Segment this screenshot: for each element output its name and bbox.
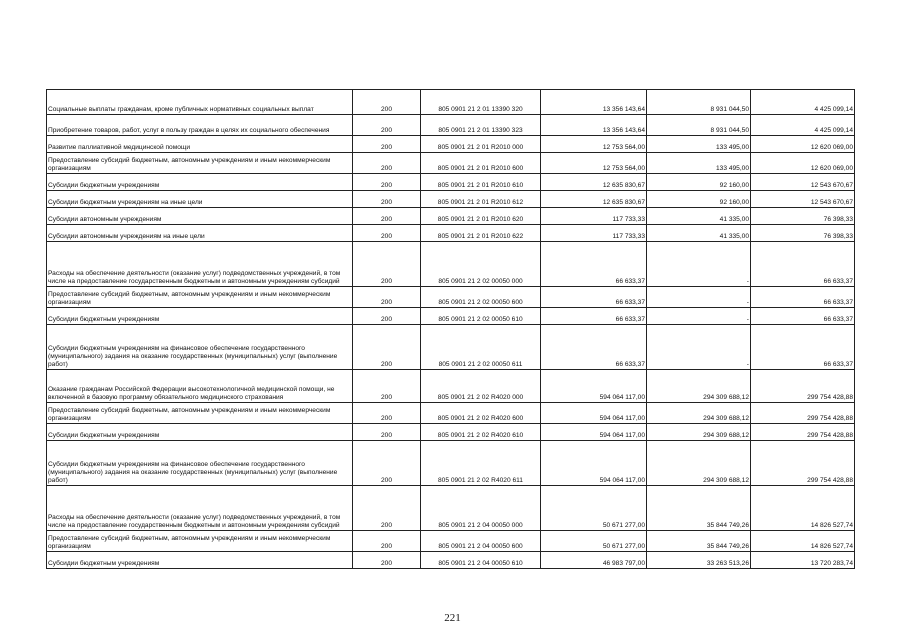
expense-name-cell: Субсидии бюджетным учреждениям <box>47 174 353 191</box>
unexecuted-amount-cell: 76 398,33 <box>751 225 855 242</box>
line-code-cell: 200 <box>353 115 421 136</box>
executed-amount-cell: 294 309 688,12 <box>647 370 751 403</box>
expense-name-cell: Предоставление субсидий бюджетным, автономным учреждениям и иным некоммерческим организациям <box>47 153 353 174</box>
line-code-cell: 200 <box>353 441 421 486</box>
approved-amount-cell: 594 064 117,00 <box>541 403 647 424</box>
expense-name-cell: Субсидии бюджетным учреждениям <box>47 552 353 569</box>
table-row <box>47 287 855 308</box>
table-row <box>47 153 855 174</box>
unexecuted-amount-cell: 76 398,33 <box>751 208 855 225</box>
budget-execution-table <box>46 89 855 569</box>
executed-amount-cell: 133 495,00 <box>647 153 751 174</box>
line-code-cell: 200 <box>353 208 421 225</box>
expense-name-cell: Субсидии автономным учреждениям <box>47 208 353 225</box>
approved-amount-cell: 12 753 564,00 <box>541 136 647 153</box>
line-code-cell: 200 <box>353 486 421 531</box>
line-code-cell: 200 <box>353 403 421 424</box>
table-row <box>47 208 855 225</box>
executed-amount-cell: 41 335,00 <box>647 208 751 225</box>
line-code-cell: 200 <box>353 191 421 208</box>
approved-amount-cell: 12 753 564,00 <box>541 153 647 174</box>
approved-amount-cell: 46 983 797,00 <box>541 552 647 569</box>
table-row <box>47 424 855 441</box>
approved-amount-cell: 13 356 143,64 <box>541 115 647 136</box>
unexecuted-amount-cell: 66 633,37 <box>751 325 855 370</box>
table-row <box>47 441 855 486</box>
executed-amount-cell: 35 844 749,26 <box>647 486 751 531</box>
table-row <box>47 115 855 136</box>
line-code-cell: 200 <box>353 325 421 370</box>
unexecuted-amount-cell: 299 754 428,88 <box>751 441 855 486</box>
table-row <box>47 531 855 552</box>
line-code-cell: 200 <box>353 225 421 242</box>
expense-name-cell: Развитие паллиативной медицинской помощи <box>47 136 353 153</box>
classification-code-cell: 805 0901 21 2 01 R2010 610 <box>421 174 541 191</box>
approved-amount-cell: 66 633,37 <box>541 325 647 370</box>
approved-amount-cell: 50 671 277,00 <box>541 531 647 552</box>
classification-code-cell: 805 0901 21 2 02 R4020 611 <box>421 441 541 486</box>
classification-code-cell: 805 0901 21 2 02 00050 610 <box>421 308 541 325</box>
approved-amount-cell: 594 064 117,00 <box>541 370 647 403</box>
table-row <box>47 191 855 208</box>
classification-code-cell: 805 0901 21 2 01 R2010 612 <box>421 191 541 208</box>
approved-amount-cell: 66 633,37 <box>541 287 647 308</box>
classification-code-cell: 805 0901 21 2 04 00050 600 <box>421 531 541 552</box>
line-code-cell: 200 <box>353 242 421 287</box>
unexecuted-amount-cell: 66 633,37 <box>751 287 855 308</box>
executed-amount-cell: - <box>647 308 751 325</box>
classification-code-cell: 805 0901 21 2 02 00050 000 <box>421 242 541 287</box>
table-row <box>47 552 855 569</box>
unexecuted-amount-cell: 66 633,37 <box>751 308 855 325</box>
approved-amount-cell: 12 635 830,67 <box>541 174 647 191</box>
classification-code-cell: 805 0901 21 2 01 R2010 622 <box>421 225 541 242</box>
table-row <box>47 403 855 424</box>
executed-amount-cell: 8 931 044,50 <box>647 115 751 136</box>
approved-amount-cell: 117 733,33 <box>541 225 647 242</box>
approved-amount-cell: 13 356 143,64 <box>541 90 647 115</box>
line-code-cell: 200 <box>353 531 421 552</box>
executed-amount-cell: - <box>647 242 751 287</box>
expense-name-cell: Предоставление субсидий бюджетным, автономным учреждениям и иным некоммерческим организациям <box>47 403 353 424</box>
classification-code-cell: 805 0901 21 2 02 R4020 000 <box>421 370 541 403</box>
unexecuted-amount-cell: 299 754 428,88 <box>751 403 855 424</box>
line-code-cell: 200 <box>353 308 421 325</box>
unexecuted-amount-cell: 12 620 069,00 <box>751 136 855 153</box>
unexecuted-amount-cell: 12 620 069,00 <box>751 153 855 174</box>
table-row <box>47 308 855 325</box>
classification-code-cell: 805 0901 21 2 04 00050 000 <box>421 486 541 531</box>
executed-amount-cell: 41 335,00 <box>647 225 751 242</box>
table-body <box>47 90 855 569</box>
table-row <box>47 136 855 153</box>
classification-code-cell: 805 0901 21 2 01 R2010 000 <box>421 136 541 153</box>
line-code-cell: 200 <box>353 424 421 441</box>
classification-code-cell: 805 0901 21 2 01 13390 320 <box>421 90 541 115</box>
line-code-cell: 200 <box>353 174 421 191</box>
unexecuted-amount-cell: 14 826 527,74 <box>751 531 855 552</box>
unexecuted-amount-cell: 299 754 428,88 <box>751 424 855 441</box>
executed-amount-cell: 294 309 688,12 <box>647 424 751 441</box>
approved-amount-cell: 66 633,37 <box>541 308 647 325</box>
expense-name-cell: Субсидии бюджетным учреждениям <box>47 424 353 441</box>
expense-name-cell: Предоставление субсидий бюджетным, автономным учреждениям и иным некоммерческим организациям <box>47 287 353 308</box>
expense-name-cell: Субсидии бюджетным учреждениям на финансовое обеспечение государственного (муниципального) задания на оказание государственных (муниципальных) услуг (выполнение работ) <box>47 325 353 370</box>
executed-amount-cell: - <box>647 325 751 370</box>
executed-amount-cell: 92 160,00 <box>647 174 751 191</box>
classification-code-cell: 805 0901 21 2 01 R2010 600 <box>421 153 541 174</box>
table-row <box>47 242 855 287</box>
expense-name-cell: Субсидии автономным учреждениям на иные цели <box>47 225 353 242</box>
expense-name-cell: Социальные выплаты гражданам, кроме публичных нормативных социальных выплат <box>47 90 353 115</box>
unexecuted-amount-cell: 4 425 099,14 <box>751 115 855 136</box>
line-code-cell: 200 <box>353 136 421 153</box>
unexecuted-amount-cell: 12 543 670,67 <box>751 191 855 208</box>
executed-amount-cell: 294 309 688,12 <box>647 441 751 486</box>
classification-code-cell: 805 0901 21 2 02 00050 600 <box>421 287 541 308</box>
approved-amount-cell: 50 671 277,00 <box>541 486 647 531</box>
classification-code-cell: 805 0901 21 2 02 R4020 600 <box>421 403 541 424</box>
executed-amount-cell: 33 263 513,26 <box>647 552 751 569</box>
expense-name-cell: Приобретение товаров, работ, услуг в пользу граждан в целях их социального обеспечения <box>47 115 353 136</box>
classification-code-cell: 805 0901 21 2 01 13390 323 <box>421 115 541 136</box>
expense-name-cell: Субсидии бюджетным учреждениям на иные цели <box>47 191 353 208</box>
expense-name-cell: Субсидии бюджетным учреждениям на финансовое обеспечение государственного (муниципального) задания на оказание государственных (муниципальных) услуг (выполнение работ) <box>47 441 353 486</box>
approved-amount-cell: 594 064 117,00 <box>541 424 647 441</box>
executed-amount-cell: 294 309 688,12 <box>647 403 751 424</box>
table-row <box>47 225 855 242</box>
line-code-cell: 200 <box>353 370 421 403</box>
approved-amount-cell: 594 064 117,00 <box>541 441 647 486</box>
table-row <box>47 174 855 191</box>
classification-code-cell: 805 0901 21 2 04 00050 610 <box>421 552 541 569</box>
approved-amount-cell: 117 733,33 <box>541 208 647 225</box>
unexecuted-amount-cell: 299 754 428,88 <box>751 370 855 403</box>
executed-amount-cell: 133 495,00 <box>647 136 751 153</box>
unexecuted-amount-cell: 14 826 527,74 <box>751 486 855 531</box>
page-number: 221 <box>444 612 461 624</box>
approved-amount-cell: 12 635 830,67 <box>541 191 647 208</box>
executed-amount-cell: - <box>647 287 751 308</box>
executed-amount-cell: 92 160,00 <box>647 191 751 208</box>
line-code-cell: 200 <box>353 552 421 569</box>
unexecuted-amount-cell: 13 720 283,74 <box>751 552 855 569</box>
approved-amount-cell: 66 633,37 <box>541 242 647 287</box>
unexecuted-amount-cell: 66 633,37 <box>751 242 855 287</box>
expense-name-cell: Субсидии бюджетным учреждениям <box>47 308 353 325</box>
executed-amount-cell: 8 931 044,50 <box>647 90 751 115</box>
classification-code-cell: 805 0901 21 2 01 R2010 620 <box>421 208 541 225</box>
table-row <box>47 370 855 403</box>
table-row <box>47 325 855 370</box>
line-code-cell: 200 <box>353 90 421 115</box>
classification-code-cell: 805 0901 21 2 02 R4020 610 <box>421 424 541 441</box>
unexecuted-amount-cell: 12 543 670,67 <box>751 174 855 191</box>
line-code-cell: 200 <box>353 287 421 308</box>
expense-name-cell: Предоставление субсидий бюджетным, автономным учреждениям и иным некоммерческим организациям <box>47 531 353 552</box>
table-row <box>47 486 855 531</box>
classification-code-cell: 805 0901 21 2 02 00050 611 <box>421 325 541 370</box>
executed-amount-cell: 35 844 749,26 <box>647 531 751 552</box>
table-row <box>47 90 855 115</box>
expense-name-cell: Оказание гражданам Российской Федерации высокотехнологичной медицинской помощи, не включенной в базовую программу обязательного медицинского страхования <box>47 370 353 403</box>
line-code-cell: 200 <box>353 153 421 174</box>
unexecuted-amount-cell: 4 425 099,14 <box>751 90 855 115</box>
expense-name-cell: Расходы на обеспечение деятельности (оказание услуг) подведомственных учреждений, в том числе на предоставление государственным бюджетным и автономным учреждениям субсидий <box>47 486 353 531</box>
expense-name-cell: Расходы на обеспечение деятельности (оказание услуг) подведомственных учреждений, в том числе на предоставление государственным бюджетным и автономным учреждениям субсидий <box>47 242 353 287</box>
